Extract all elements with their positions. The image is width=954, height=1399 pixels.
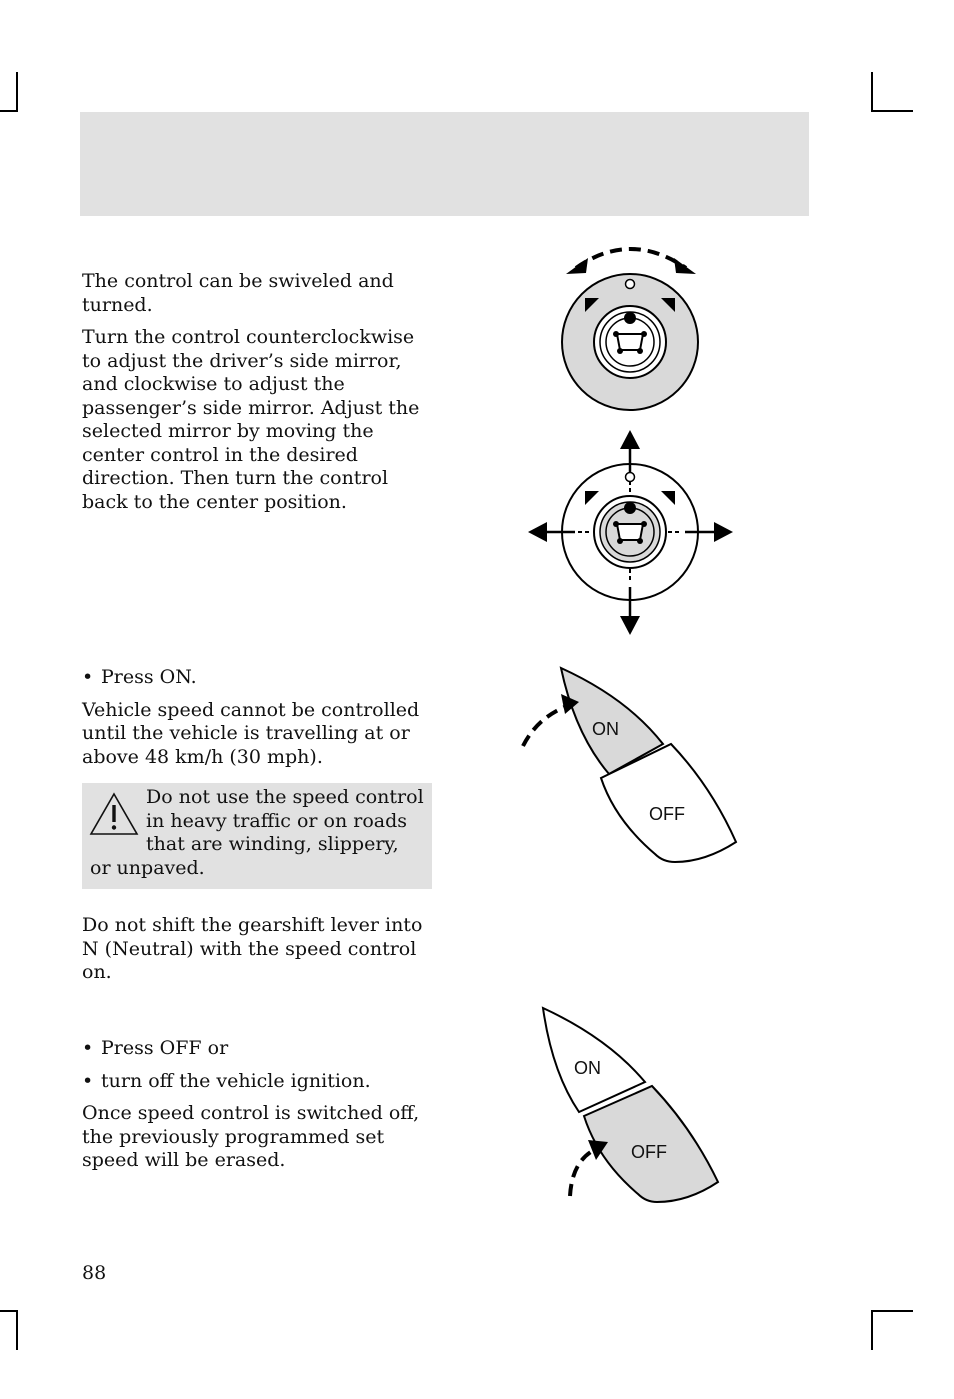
speed-on-text: [82, 666, 432, 778]
on-button-label: ON: [574, 1058, 601, 1078]
arrow-up-icon: [620, 430, 640, 449]
bullet-ignition-off: [82, 1070, 432, 1094]
speed-control-on-figure: [515, 662, 745, 870]
press-arrow: [570, 1150, 594, 1196]
arrow-right-icon: [674, 258, 696, 274]
speed-control-off-figure: [540, 1002, 730, 1207]
mirror-control-rotate-figure: [540, 230, 720, 420]
bullet-dot: •: [82, 666, 94, 688]
crop-mark-top-right-h: [871, 110, 913, 112]
crop-mark-bottom-left-v: [16, 1310, 18, 1350]
warning-triangle-icon: [88, 790, 140, 840]
warning-text: Do not use the speed control in heavy traffic or on roads that are winding, slippery, or unpaved.: [90, 786, 424, 879]
off-button-label: OFF: [631, 1142, 667, 1162]
neutral-text: [82, 914, 432, 994]
arrow-left-icon: [566, 258, 588, 274]
neutral-paragraph: Do not shift the gearshift lever into N (Neutral) with the speed control on.: [82, 914, 423, 983]
page-number: 88: [82, 1262, 107, 1284]
crop-mark-bottom-left-h: [0, 1310, 18, 1312]
bullet-press-off-label: Press OFF or: [101, 1037, 229, 1059]
mirror-paragraph-2: Turn the control counterclockwise to adjust the driver’s side mirror, and clockwise to adjust the passenger’s side mirror. Adjust the selected mirror by moving the center control in the desired direction. Then turn the control back to the center position.: [82, 326, 420, 513]
bullet-dot: •: [82, 1069, 94, 1092]
arrow-left-icon: [528, 522, 547, 542]
crop-mark-bottom-right-h: [871, 1310, 913, 1312]
bullet-press-on: [82, 666, 432, 690]
mirror-control-direction-figure: [520, 425, 740, 640]
bullet-dot: •: [82, 1037, 94, 1059]
bullet-press-off: [82, 1037, 432, 1061]
center-position-marker: [626, 280, 635, 289]
crop-mark-bottom-right-v: [871, 1310, 873, 1350]
crop-mark-top-left-h: [0, 110, 18, 112]
warning-box: [82, 783, 432, 889]
header-band: [80, 112, 809, 216]
speed-on-paragraph: Vehicle speed cannot be controlled until the vehicle is travelling at or above 48 km/h (30 mph).: [82, 698, 420, 768]
on-button-label: ON: [592, 719, 619, 739]
speed-off-text: [82, 1037, 432, 1182]
press-arrow: [523, 706, 567, 746]
bullet-ignition-off-label: turn off the vehicle ignition.: [101, 1069, 371, 1092]
speed-off-paragraph: Once speed control is switched off, the previously programmed set speed will be erased.: [82, 1102, 420, 1171]
arrow-right-icon: [714, 522, 733, 542]
crop-mark-top-left-v: [16, 72, 18, 112]
off-button-label: OFF: [649, 804, 685, 824]
mirror-paragraph-1: The control can be swiveled and turned.: [82, 270, 394, 316]
arrow-down-icon: [620, 616, 640, 635]
crop-mark-top-right-v: [871, 72, 873, 112]
bullet-press-on-label: Press ON.: [101, 666, 197, 688]
rotate-arc: [576, 249, 686, 268]
mirror-text: [82, 270, 432, 523]
